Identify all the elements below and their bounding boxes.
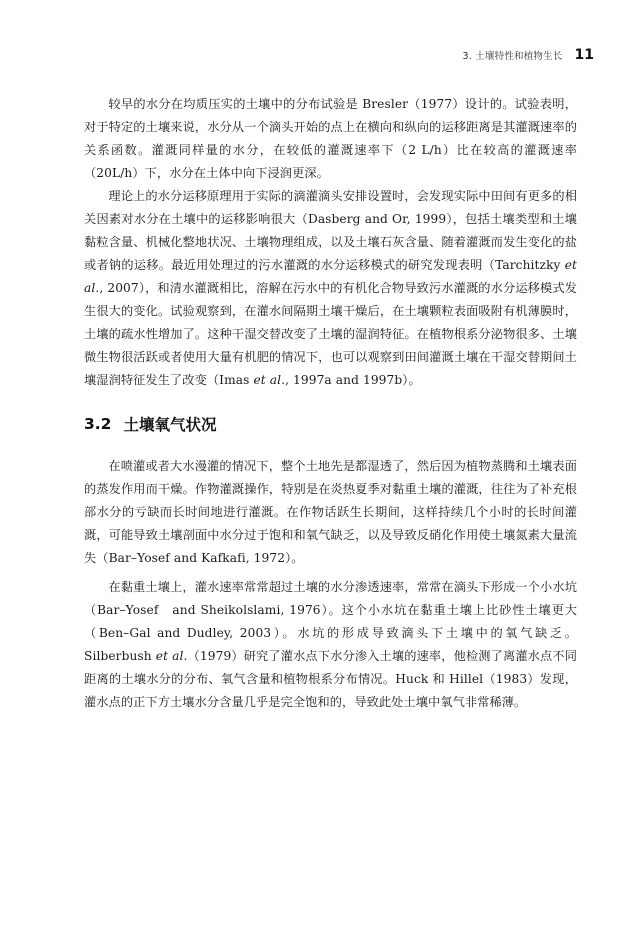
- paragraph: [84, 93, 577, 185]
- section-title: 土壤氧气状况: [123, 416, 217, 434]
- paragraph-text: 在黏重土壤上，灌水速率常常超过土壤的水分渗透速率，常常在滴头下形成一个小水坑（Bar–Yosef and Sheikolslami, 1976）。这个小水坑在黏重土壤上比砂性土壤更大（Ben–Gal and Dudley, 2003）。水坑的形成导致滴头下土壤中的氧气缺乏。Silberbush: [84, 580, 577, 663]
- paragraph-text: 较早的水分在均质压实的土壤中的分布试验是 Bresler（1977）设计的。试验表明，对于特定的土壤来说，水分从一个滴头开始的点上在横向和纵向的运移距离是其灌溉速率的关系函数。灌溉同样量的水分，在较低的灌溉速率下（2 L/h）比在较高的灌溉速率（20L/h）下，水分在土体中向下浸润更深。: [84, 97, 577, 180]
- running-title: 3. 土壤特性和植物生长: [462, 51, 563, 62]
- paragraph: [84, 455, 577, 570]
- paragraph-text: .（1979）研究了灌水点下水分渗入土壤的速率，他检测了离灌水点不同距离的土壤水分的分布、氧气含量和植物根系分布情况。Huck 和 Hillel（1983）发现，灌水点的正下方土壤水分含量几乎是完全饱和的，导致此处土壤中氧气非常稀薄。: [84, 649, 577, 709]
- latin-abbreviation: et al: [155, 649, 184, 663]
- latin-abbreviation: et al: [253, 373, 282, 387]
- paragraph-text: ., 2007），和清水灌溉相比，溶解在污水中的有机化合物导致污水灌溉的水分运移模式发生很大的变化。试验观察到，在灌水间隔期土壤干燥后，在土壤颗粒表面吸附有机薄膜时，土壤的疏水性增加了。这种干湿交替改变了土壤的湿润特征。在植物根系分泌物很多、土壤微生物很活跃或者使用大量有机肥的情况下，也可以观察到田间灌溉土壤在干湿交替期间土壤湿润特征发生了改变（Imas: [84, 281, 577, 387]
- paragraph-text: ., 1997a and 1997b）。: [281, 373, 421, 387]
- paragraph: [84, 576, 577, 714]
- main-text: [84, 93, 577, 714]
- section-number: 3.2: [84, 415, 112, 433]
- running-header: [463, 47, 594, 67]
- paragraph-text: 在喷灌或者大水漫灌的情况下，整个土地先是都湿透了，然后因为植物蒸腾和土壤表面的蒸发作用而干燥。作物灌溉操作，特别是在炎热夏季对黏重土壤的灌溉，往往为了补充根部水分的亏缺而长时间地进行灌溉。在作物话跃生长期间，这样持续几个小时的长时间灌溉，可能导致土壤剖面中水分过于饱和和氧气缺乏，以及导致反硝化作用使土壤氮素大量流失（Bar–Yosef and Kafkafi, 1972）。: [84, 459, 577, 565]
- latin-abbreviation: et al: [84, 258, 577, 295]
- page-number: 11: [574, 47, 594, 63]
- paragraph-text: 理论上的水分运移原理用于实际的滴灌滴头安排设置时，会发现实际中田间有更多的相关因素对水分在土壤中的运移影响很大（Dasberg and Or, 1999），包括土壤类型和土壤黏粒含量、机械化整地状况、土壤物理组成，以及土壤石灰含量、随着灌溉而发生变化的盐或者钠的运移。最近用处理过的污水灌溉的水分运移模式的研究发现表明（Tarchitzky: [84, 189, 577, 272]
- paragraph: [84, 185, 577, 392]
- section-heading: [84, 392, 577, 455]
